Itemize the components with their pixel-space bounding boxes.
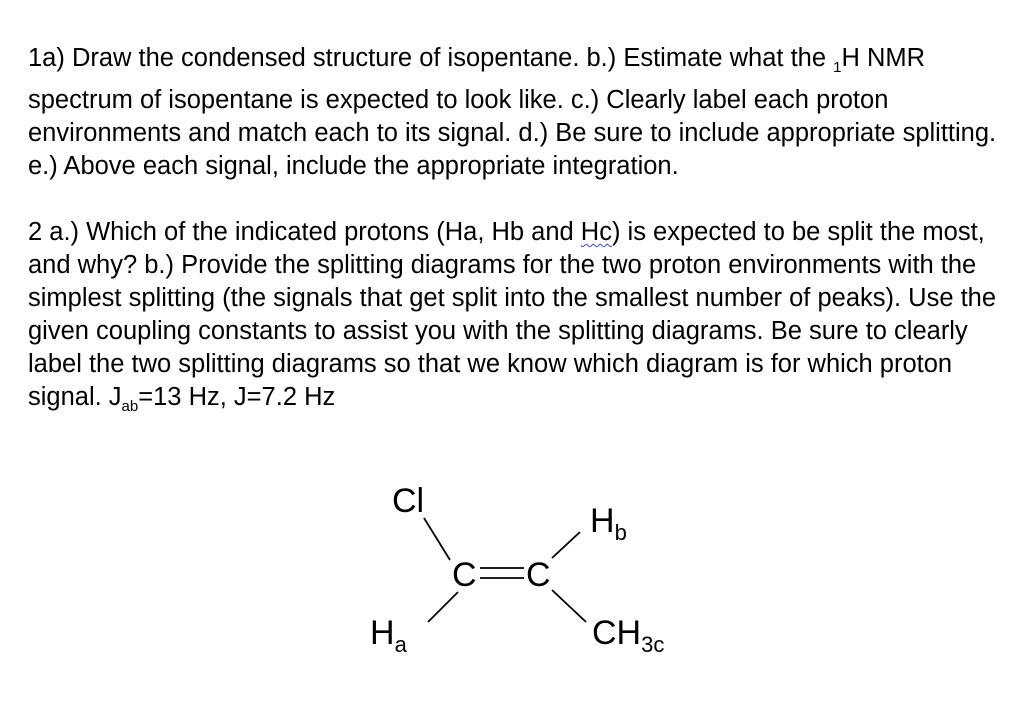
hydrogen-b bbox=[590, 502, 627, 545]
carbon-right: C bbox=[526, 556, 551, 594]
coupling-j-symbol: J bbox=[108, 383, 122, 412]
question-1-text-rest: NMR spectrum of isopentane is expected to look like. c.) Clearly label each proton environments and match each to its signal. d.) Be sure to include appropriate splitting. e.) Above each signal, include the appropriate integration. bbox=[28, 44, 997, 181]
coupling-constants: =13 Hz, J=7.2 Hz bbox=[138, 383, 336, 412]
bond-c-hb bbox=[552, 532, 580, 558]
question-1-text-a: 1a) Draw the condensed structure of isopentane. b.) Estimate what the bbox=[28, 44, 834, 72]
coupling-j-subscript: ab bbox=[121, 398, 139, 416]
question-2 bbox=[28, 216, 1003, 423]
bond-cl-c bbox=[424, 518, 450, 560]
nucleus-mass-number: 1 bbox=[833, 59, 842, 77]
question-1 bbox=[28, 42, 1003, 183]
carbon-left: C bbox=[452, 556, 477, 594]
spellcheck-flagged-word[interactable]: Hc bbox=[580, 218, 612, 247]
hydrogen-a-symbol: H bbox=[370, 614, 395, 652]
hydrogen-a bbox=[370, 614, 408, 657]
alkene-structure-diagram bbox=[340, 470, 740, 700]
methyl-subscript: 3c bbox=[641, 632, 665, 657]
hydrogen-b-symbol: H bbox=[590, 502, 615, 540]
question-2-intro: 2 a.) Which of the indicated protons (Ha, Hb and bbox=[28, 218, 581, 247]
nucleus-symbol: H bbox=[841, 44, 860, 72]
alkene-structure-svg bbox=[340, 470, 740, 700]
hydrogen-a-subscript: a bbox=[394, 632, 407, 657]
chlorine-atom: Cl bbox=[392, 482, 425, 520]
methyl-symbol: CH bbox=[592, 614, 642, 652]
bond-c-ch3 bbox=[552, 590, 586, 622]
methyl-group-c bbox=[592, 614, 664, 657]
question-2-body: ) is expected to be split the most, and why? b.) Provide the splitting diagrams for the two proton environments with the simplest splitting (the signals that get split into the smallest number of peaks). Use the given coupling constants to assist you with the splitting diagrams. Be sure to clearly label the two splitting diagrams so that we know which diagram is for which proton signal. bbox=[28, 218, 997, 412]
bond-ha-c bbox=[428, 592, 458, 622]
hydrogen-b-subscript: b bbox=[614, 520, 627, 545]
document-body bbox=[28, 42, 1003, 423]
